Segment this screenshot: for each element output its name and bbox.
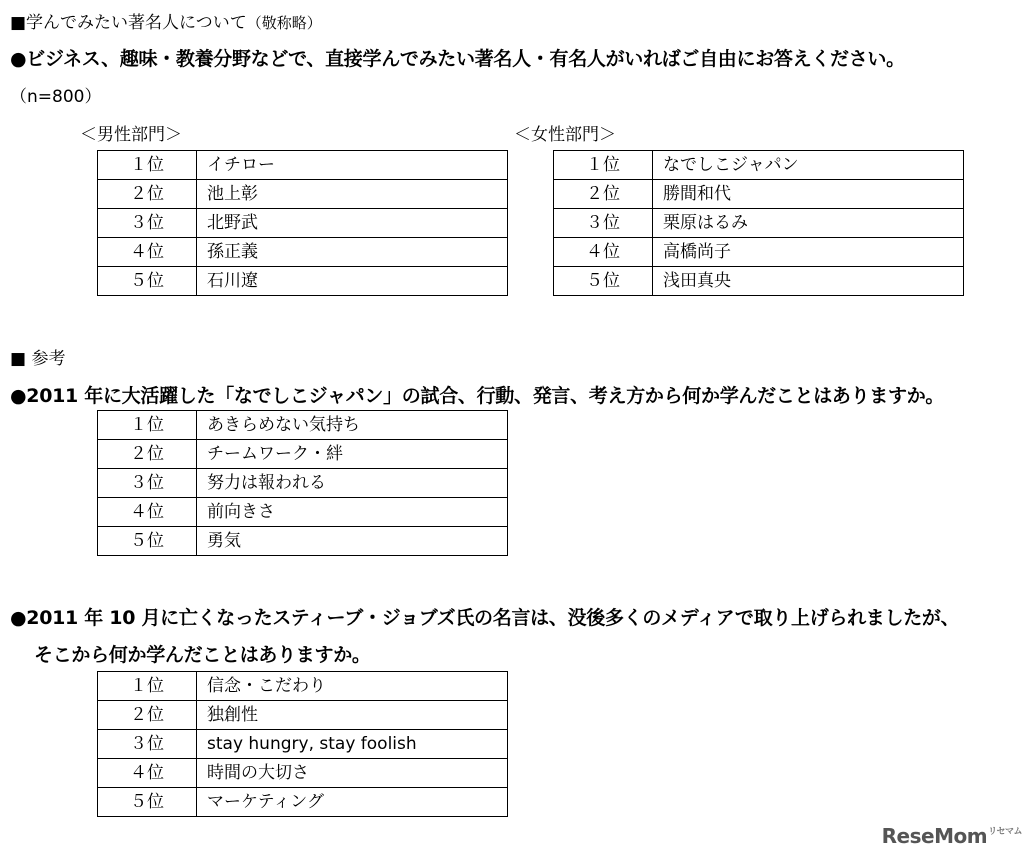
table-row xyxy=(98,759,508,788)
name-cell: stay hungry, stay foolish xyxy=(197,730,508,759)
question-jobs-line1: ●2011 年 10 月に亡くなったスティーブ・ジョブズ氏の名言は、没後多くのメディアで取り上げられましたが、 xyxy=(10,607,960,629)
name-cell: 時間の大切さ xyxy=(197,759,508,788)
title-note: （敬称略） xyxy=(246,14,322,32)
reference-title: ■ 参考 xyxy=(10,349,66,369)
name-cell: なでしこジャパン xyxy=(653,151,964,180)
table-row xyxy=(98,498,508,527)
table-row xyxy=(98,180,508,209)
rank-cell: ４位 xyxy=(554,238,653,267)
rank-cell: ５位 xyxy=(98,788,197,817)
rank-cell: ５位 xyxy=(98,267,197,296)
name-cell: 努力は報われる xyxy=(197,469,508,498)
name-cell: 栗原はるみ xyxy=(653,209,964,238)
rank-cell: ３位 xyxy=(98,469,197,498)
table-row xyxy=(98,788,508,817)
table-row xyxy=(554,180,964,209)
rank-cell: １位 xyxy=(98,151,197,180)
rank-cell: ４位 xyxy=(98,759,197,788)
name-cell: 池上彰 xyxy=(197,180,508,209)
female-ranking-table xyxy=(553,150,964,296)
rank-cell: ３位 xyxy=(98,730,197,759)
nadeshiko-ranking-table xyxy=(97,410,508,556)
name-cell: イチロー xyxy=(197,151,508,180)
name-cell: 勇気 xyxy=(197,527,508,556)
logo-text: ReseMom xyxy=(881,824,988,848)
title-text: ■学んでみたい著名人について xyxy=(10,13,247,33)
name-cell: チームワーク・絆 xyxy=(197,440,508,469)
table-row xyxy=(98,730,508,759)
rank-cell: ４位 xyxy=(98,238,197,267)
table-row xyxy=(98,238,508,267)
name-cell: 浅田真央 xyxy=(653,267,964,296)
name-cell: 北野武 xyxy=(197,209,508,238)
rank-cell: １位 xyxy=(554,151,653,180)
male-section-label: ＜男性部門＞ xyxy=(80,125,182,145)
table-row xyxy=(554,267,964,296)
name-cell: 孫正義 xyxy=(197,238,508,267)
table-row xyxy=(98,701,508,730)
jobs-ranking-table xyxy=(97,671,508,817)
table-row xyxy=(98,672,508,701)
rank-cell: ３位 xyxy=(554,209,653,238)
name-cell: 独創性 xyxy=(197,701,508,730)
male-ranking-table xyxy=(97,150,508,296)
logo-mark: リセマム xyxy=(988,827,1022,837)
table-row xyxy=(554,151,964,180)
rank-cell: ４位 xyxy=(98,498,197,527)
table-row xyxy=(98,440,508,469)
female-section-label: ＜女性部門＞ xyxy=(514,125,616,145)
table-row xyxy=(554,209,964,238)
page-title xyxy=(10,8,322,33)
rank-cell: １位 xyxy=(98,411,197,440)
name-cell: マーケティング xyxy=(197,788,508,817)
question-main: ●ビジネス、趣味・教養分野などで、直接学んでみたい著名人・有名人がいればご自由にお答えください。 xyxy=(10,48,905,70)
rank-cell: ２位 xyxy=(98,440,197,469)
rank-cell: ５位 xyxy=(554,267,653,296)
name-cell: 前向きさ xyxy=(197,498,508,527)
rank-cell: ２位 xyxy=(98,180,197,209)
rank-cell: １位 xyxy=(98,672,197,701)
question-nadeshiko: ●2011 年に大活躍した「なでしこジャパン」の試合、行動、発言、考え方から何か学んだことはありますか。 xyxy=(10,385,945,407)
rank-cell: ２位 xyxy=(98,701,197,730)
table-row xyxy=(98,527,508,556)
name-cell: あきらめない気持ち xyxy=(197,411,508,440)
rank-cell: ３位 xyxy=(98,209,197,238)
rank-cell: ２位 xyxy=(554,180,653,209)
table-row xyxy=(98,209,508,238)
table-row xyxy=(554,238,964,267)
resemom-logo xyxy=(882,824,1022,848)
name-cell: 石川遼 xyxy=(197,267,508,296)
table-row xyxy=(98,151,508,180)
sample-size: （n=800） xyxy=(10,87,102,107)
table-row xyxy=(98,267,508,296)
name-cell: 信念・こだわり xyxy=(197,672,508,701)
question-jobs-line2: そこから何か学んだことはありますか。 xyxy=(34,644,371,666)
table-row xyxy=(98,411,508,440)
name-cell: 勝間和代 xyxy=(653,180,964,209)
table-row xyxy=(98,469,508,498)
rank-cell: ５位 xyxy=(98,527,197,556)
name-cell: 高橋尚子 xyxy=(653,238,964,267)
